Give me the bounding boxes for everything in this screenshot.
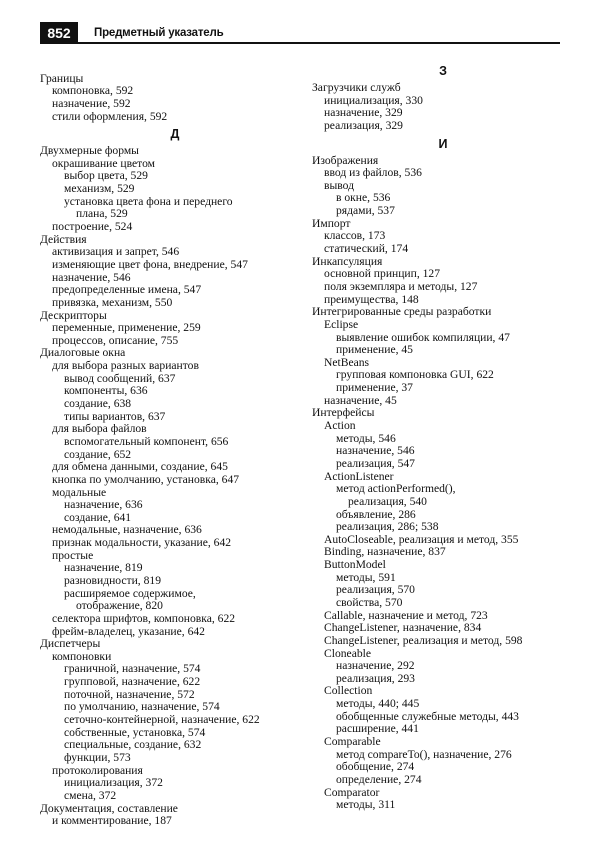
index-entry: Дескрипторы (40, 308, 107, 322)
index-subentry: немодальные, назначение, 636 (52, 523, 202, 537)
index-subentry: реализация, 293 (336, 671, 415, 685)
index-subentry: AutoCloseable, реализация и метод, 355 (324, 532, 519, 546)
index-subentry: методы, 440; 445 (336, 697, 420, 711)
index-subentry: назначение, 592 (52, 96, 131, 110)
index-subentry: ввод из файлов, 536 (324, 166, 422, 180)
index-subentry: обобщенные служебные методы, 443 (336, 709, 519, 723)
index-subentry: создание, 641 (64, 510, 132, 524)
index-subentry: реализация, 547 (336, 456, 415, 470)
index-subentry: статический, 174 (324, 242, 409, 256)
index-subentry: поля экземпляра и методы, 127 (324, 279, 478, 293)
index-subentry: граничной, назначение, 574 (64, 662, 201, 676)
index-subentry: Comparable (324, 735, 381, 749)
index-subentry: применение, 37 (336, 381, 413, 395)
index-subentry: разновидности, 819 (64, 573, 161, 587)
index-entry: Двухмерные формы (40, 144, 139, 158)
index-subentry: методы, 311 (336, 798, 396, 812)
page-number: 852 (40, 22, 78, 44)
index-subentry: выбор цвета, 529 (64, 169, 148, 183)
index-subentry: назначение, 819 (64, 561, 143, 575)
index-subentry: Cloneable (324, 646, 372, 660)
index-subentry: ChangeListener, назначение, 834 (324, 621, 482, 635)
index-subentry: для выбора разных вариантов (52, 359, 199, 373)
index-subentry: создание, 638 (64, 397, 132, 411)
index-subentry: метод compareTo(), назначение, 276 (336, 747, 512, 761)
index-subentry: расширяемое содержимое, (64, 586, 196, 600)
index-subentry: реализация, 570 (336, 583, 415, 597)
index-subentry: реализация, 540 (348, 494, 427, 508)
index-subentry: инициализация, 372 (64, 776, 163, 790)
index-subentry: применение, 45 (336, 343, 413, 357)
index-subentry: признак модальности, указание, 642 (52, 536, 232, 550)
index-subentry: селектора шрифтов, компоновка, 622 (52, 611, 236, 625)
index-subentry: в окне, 536 (336, 191, 391, 205)
index-entry: Диалоговые окна (40, 346, 126, 360)
index-subentry: выявление ошибок компиляции, 47 (336, 330, 510, 344)
index-subentry: ChangeListener, реализация и метод, 598 (324, 633, 523, 647)
index-subentry: реализация, 329 (324, 118, 403, 132)
index-subentry: компоновки (52, 649, 112, 663)
index-subentry: активизация и запрет, 546 (52, 245, 180, 259)
index-subentry: групповая компоновка GUI, 622 (336, 368, 494, 382)
index-subentry: Comparator (324, 785, 380, 799)
index-subentry: Callable, назначение и метод, 723 (324, 608, 488, 622)
index-subentry: свойства, 570 (336, 595, 403, 609)
left-column (40, 60, 310, 828)
index-subentry: переменные, применение, 259 (52, 321, 201, 335)
index-subentry: определение, 274 (336, 772, 422, 786)
index-subentry: компоненты, 636 (64, 384, 148, 398)
index-subentry: окрашивание цветом (52, 156, 156, 170)
letter-heading: Д (170, 127, 180, 142)
index-subentry: и комментирование, 187 (52, 814, 172, 828)
index-subentry: обобщение, 274 (336, 760, 415, 774)
index-subentry: смена, 372 (64, 788, 117, 802)
index-subentry: преимущества, 148 (324, 292, 419, 306)
index-subentry: функции, 573 (64, 750, 131, 764)
index-subentry: компоновка, 592 (52, 84, 134, 98)
index-subentry: Eclipse (324, 317, 359, 331)
index-entry: Интегрированные среды разработки (312, 305, 492, 319)
index-subentry: расширение, 441 (336, 722, 419, 736)
running-title: Предметный указатель (94, 27, 224, 39)
index-subentry: ActionListener (324, 469, 394, 483)
index-subentry: типы вариантов, 637 (64, 409, 166, 423)
index-subentry: процессов, описание, 755 (52, 333, 179, 347)
index-subentry: назначение, 546 (52, 270, 131, 284)
index-subentry: плана, 529 (76, 207, 128, 221)
index-subentry: назначение, 329 (324, 106, 403, 120)
index-entry: Интерфейсы (312, 406, 375, 420)
index-subentry: классов, 173 (324, 229, 386, 243)
index-subentry: основной принцип, 127 (324, 267, 441, 281)
index-subentry: собственные, установка, 574 (64, 725, 206, 739)
index-subentry: кнопка по умолчанию, установка, 647 (52, 472, 240, 486)
index-subentry: назначение, 636 (64, 498, 143, 512)
index-subentry: создание, 652 (64, 447, 132, 461)
spacer (40, 60, 310, 73)
index-subentry: протоколирования (52, 763, 143, 777)
index-subentry: изменяющие цвет фона, внедрение, 547 (52, 257, 248, 271)
index-subentry: Collection (324, 684, 373, 698)
index-subentry: групповой, назначение, 622 (64, 675, 201, 689)
index-entry: Действия (40, 232, 87, 246)
index-subentry: вывод (324, 178, 355, 192)
index-subentry: для обмена данными, создание, 645 (52, 460, 228, 474)
index-subentry: отображение, 820 (76, 599, 163, 613)
index-subentry: метод actionPerformed(), (336, 482, 456, 496)
index-subentry: фрейм-владелец, указание, 642 (52, 624, 205, 638)
index-subentry: ButtonModel (324, 558, 386, 572)
right-column (312, 60, 574, 812)
index-subentry: сеточно-контейнерной, назначение, 622 (64, 713, 260, 727)
index-subentry: Binding, назначение, 837 (324, 545, 446, 559)
index-entry: Импорт (312, 216, 351, 230)
letter-heading: И (438, 136, 448, 151)
index-entry: Документация, составление (40, 801, 178, 815)
index-entry: Диспетчеры (40, 637, 101, 651)
index-subentry: стили оформления, 592 (52, 109, 168, 123)
index-entry: Границы (40, 71, 84, 85)
index-subentry: предопределенные имена, 547 (52, 283, 202, 297)
index-subentry: назначение, 45 (324, 393, 397, 407)
index-subentry: методы, 591 (336, 570, 396, 584)
index-subentry: специальные, создание, 632 (64, 738, 202, 752)
index-subentry: Action (324, 419, 356, 433)
index-subentry: методы, 546 (336, 431, 396, 445)
index-entry: Загрузчики служб (312, 81, 401, 94)
index-subentry: модальные (52, 485, 107, 499)
index-subentry: для выбора файлов (52, 422, 147, 436)
index-subentry: объявление, 286 (336, 507, 416, 521)
index-subentry: назначение, 292 (336, 659, 415, 673)
index-subentry: реализация, 286; 538 (336, 520, 439, 534)
index-subentry: инициализация, 330 (324, 93, 423, 107)
index-entry: Изображения (312, 153, 379, 167)
index-subentry: вывод сообщений, 637 (64, 371, 176, 385)
index-subentry: вспомогательный компонент, 656 (64, 434, 229, 448)
index-subentry: поточной, назначение, 572 (64, 687, 195, 701)
index-subentry: по умолчанию, назначение, 574 (64, 700, 220, 714)
index-subentry: NetBeans (324, 355, 370, 369)
letter-heading: З (439, 64, 447, 78)
index-subentry: механизм, 529 (64, 182, 135, 196)
index-subentry: построение, 524 (52, 220, 133, 234)
index-subentry: рядами, 537 (336, 204, 395, 218)
index-subentry: простые (52, 548, 94, 562)
index-subentry: установка цвета фона и переднего (64, 194, 233, 208)
index-entry: Инкапсуляция (312, 254, 383, 268)
index-subentry: назначение, 546 (336, 444, 415, 458)
index-subentry: привязка, механизм, 550 (52, 295, 173, 309)
running-header (40, 22, 560, 44)
